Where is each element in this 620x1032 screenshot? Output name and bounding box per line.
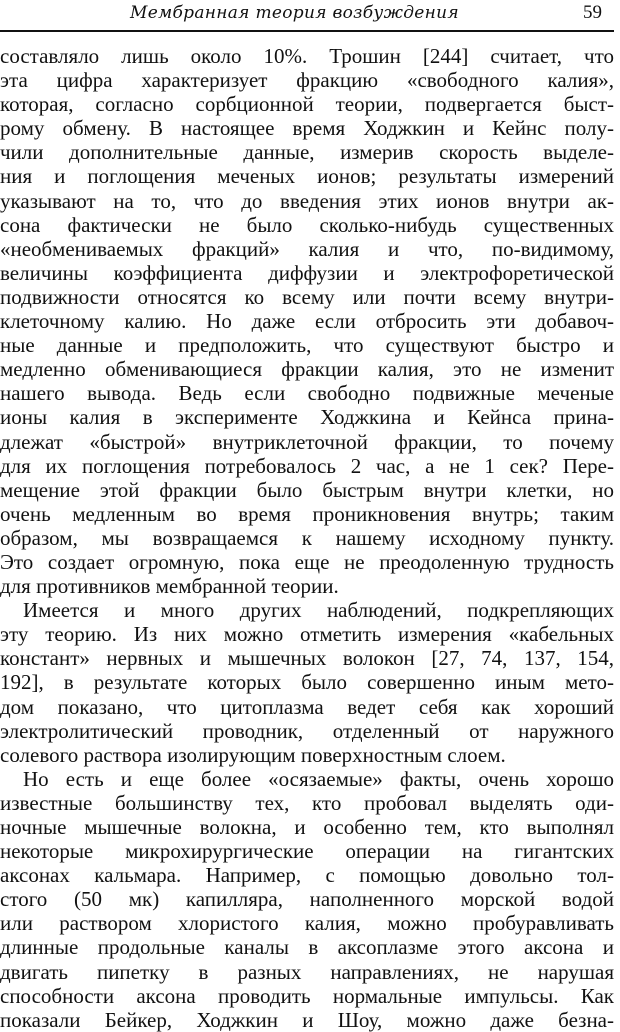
text-line: клеточному калию. Но даже если отбросить эти добавоч-: [0, 309, 614, 334]
page-number: 59: [583, 2, 602, 23]
text-line: или раствором хлористого калия, можно пробуравливать: [0, 911, 614, 936]
text-line: стого (50 мк) капилляра, наполненного морской водой: [0, 887, 614, 912]
text-line: ионы калия в эксперименте Ходжкина и Кейнса прина-: [0, 405, 614, 430]
text-line: констант» нервных и мышечных волокон [27, 74, 137, 154,: [0, 646, 614, 671]
text-line: чили дополнительные данные, измерив скорость выделе-: [0, 140, 614, 165]
text-line: величины коэффициента диффузии и электрофоретической: [0, 260, 614, 285]
text-line: ния и поглощения меченых ионов; результаты измерений: [0, 164, 614, 189]
text-line: указывают на то, что до введения этих ионов внутри ак-: [0, 188, 614, 213]
text-line: составляло лишь около 10%. Трошин [244] считает, что: [0, 44, 614, 68]
text-line: аксонах кальмара. Например, с помощью довольно тол-: [0, 863, 614, 888]
text-line: ночные мышечные волокна, и особенно тем, кто выполнял: [0, 815, 614, 839]
text-line: известные большинству тех, кто пробовал выделять оди-: [0, 790, 614, 815]
text-line: рому обмену. В настоящее время Ходжкин и Кейнс полу-: [0, 116, 614, 141]
body-text: [0, 44, 614, 1032]
text-line: ные данные и предположить, что существуют быстро и: [0, 333, 614, 358]
running-title: Мембранная теория возбуждения: [130, 3, 459, 23]
text-line: подвижности относятся ко всему или почти всему внутри-: [0, 284, 614, 309]
text-line: эту теорию. Из них можно отметить измерения «кабельных: [0, 622, 614, 647]
paragraph-1: [0, 44, 614, 598]
text-line: нашего вывода. Ведь если свободно подвижные меченые: [0, 381, 614, 406]
text-line: эта цифра характеризует фракцию «свободного калия»,: [0, 68, 614, 93]
text-line: «необмениваемых фракций» калия и что, по-видимому,: [0, 236, 614, 261]
text-line: длежат «быстрой» внутриклеточной фракции, то почему: [0, 429, 614, 454]
text-line: длинные продольные каналы в аксоплазме этого аксона и: [0, 935, 614, 960]
paragraph-3: [0, 767, 614, 1032]
text-line: Но есть и еще более «осязаемые» факты, очень хорошо: [23, 766, 614, 791]
text-line: очень медленным во время проникновения внутрь; таким: [0, 501, 614, 526]
text-line: мещение этой фракции было быстрым внутри клетки, но: [0, 477, 614, 502]
text-line: 192], в результате которых было совершенно иным мето-: [0, 670, 614, 695]
text-line: медленно обменивающиеся фракции калия, это не изменит: [0, 357, 614, 382]
text-line: солевого раствора изолирующим поверхностным слоем.: [0, 742, 506, 767]
text-line: дом показано, что цитоплазма ведет себя как хороший: [0, 694, 614, 719]
text-line: для противников мембранной теории.: [0, 574, 339, 599]
text-line: способности аксона проводить нормальные импульсы. Как: [0, 983, 614, 1008]
text-line: Имеется и много других наблюдений, подкрепляющих: [23, 598, 614, 623]
text-line: некоторые микрохирургические операции на гигантских: [0, 839, 614, 864]
text-line: двигать пипетку в разных направлениях, не нарушая: [0, 959, 614, 984]
text-line: образом, мы возвращаемся к нашему исходному пункту.: [0, 525, 614, 550]
text-line: Это создает огромную, пока еще не преодоленную трудность: [0, 549, 614, 574]
paragraph-2: [0, 598, 614, 767]
running-header: [0, 0, 614, 32]
text-line: электролитический проводник, отделенный от наружного: [0, 718, 614, 743]
text-line: сона фактически не было сколько-нибудь существенных: [0, 212, 614, 237]
text-line: которая, согласно сорбционной теории, подвергается быст-: [0, 92, 614, 117]
text-line: показали Бейкер, Ходжкин и Шоу, можно даже безна-: [0, 1007, 614, 1032]
text-line: для их поглощения потребовалось 2 час, а не 1 сек? Пере-: [0, 453, 614, 478]
